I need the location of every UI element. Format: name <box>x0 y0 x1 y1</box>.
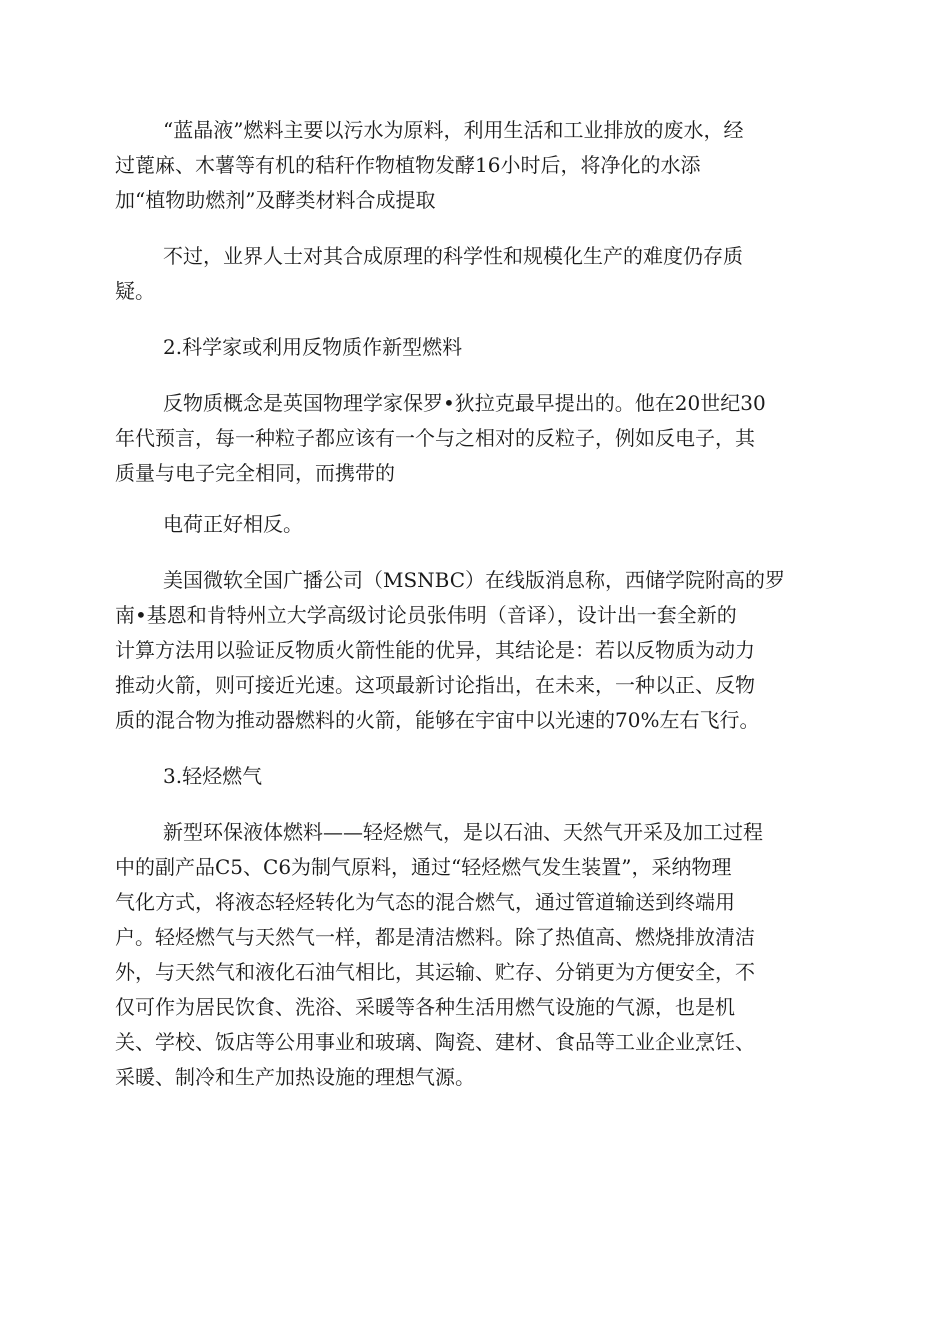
text-line: 南•基恩和肯特州立大学高级讨论员张伟明（音译），设计出一套全新的 <box>115 603 737 627</box>
paragraph-antimatter-concept <box>115 386 835 491</box>
paragraph-charge-opposite <box>115 507 835 542</box>
text-line: 反物质概念是英国物理学家保罗•狄拉克最早提出的。他在20世纪30 <box>163 391 766 415</box>
paragraph-msnbc-report <box>115 563 835 738</box>
text-line: 电荷正好相反。 <box>163 512 303 536</box>
text-line: 质的混合物为推动器燃料的火箭，能够在宇宙中以光速的70%左右飞行。 <box>115 708 760 732</box>
heading-text: 2.科学家或利用反物质作新型燃料 <box>163 335 463 359</box>
text-line: 关、学校、饭店等公用事业和玻璃、陶瓷、建材、食品等工业企业烹饪、 <box>115 1030 755 1054</box>
heading-text: 3.轻烃燃气 <box>163 764 263 788</box>
text-line: 美国微软全国广播公司（MSNBC）在线版消息称，西储学院附高的罗 <box>163 568 786 592</box>
paragraph-light-hydrocarbon-gas <box>115 815 835 1095</box>
text-line: 疑。 <box>115 279 155 303</box>
text-line: 推动火箭，则可接近光速。这项最新讨论指出，在未来，一种以正、反物 <box>115 673 755 697</box>
text-line: 户。轻烃燃气与天然气一样，都是清洁燃料。除了热值高、燃烧排放清洁 <box>115 925 755 949</box>
paragraph-industry-doubt <box>115 239 835 309</box>
paragraph-blue-crystal-fuel <box>115 113 835 218</box>
text-line: 采暖、制冷和生产加热设施的理想气源。 <box>115 1065 475 1089</box>
document-body <box>115 113 835 1095</box>
text-line: 外，与天然气和液化石油气相比，其运输、贮存、分销更为方便安全，不 <box>115 960 755 984</box>
section-heading-antimatter <box>115 330 835 365</box>
text-line: 年代预言，每一种粒子都应该有一个与之相对的反粒子，例如反电子，其 <box>115 426 755 450</box>
text-line: 仅可作为居民饮食、洗浴、采暖等各种生活用燃气设施的气源，也是机 <box>115 995 735 1019</box>
text-line: 过蓖麻、木薯等有机的秸秆作物植物发酵16小时后，将净化的水添 <box>115 153 701 177</box>
text-line: 质量与电子完全相同，而携带的 <box>115 461 395 485</box>
text-line: 计算方法用以验证反物质火箭性能的优异，其结论是：若以反物质为动力 <box>115 638 755 662</box>
text-line: 加“植物助燃剂”及酵类材料合成提取 <box>115 188 436 212</box>
text-line: 气化方式，将液态轻烃转化为气态的混合燃气，通过管道输送到终端用 <box>115 890 735 914</box>
text-line: 新型环保液体燃料——轻烃燃气，是以石油、天然气开采及加工过程 <box>163 820 763 844</box>
text-line: 不过，业界人士对其合成原理的科学性和规模化生产的难度仍存质 <box>163 244 743 268</box>
section-heading-light-hydrocarbon <box>115 759 835 794</box>
text-line: “蓝晶液”燃料主要以污水为原料，利用生活和工业排放的废水，经 <box>163 118 744 142</box>
text-line: 中的副产品C5、C6为制气原料，通过“轻烃燃气发生装置”，采纳物理 <box>115 855 732 879</box>
